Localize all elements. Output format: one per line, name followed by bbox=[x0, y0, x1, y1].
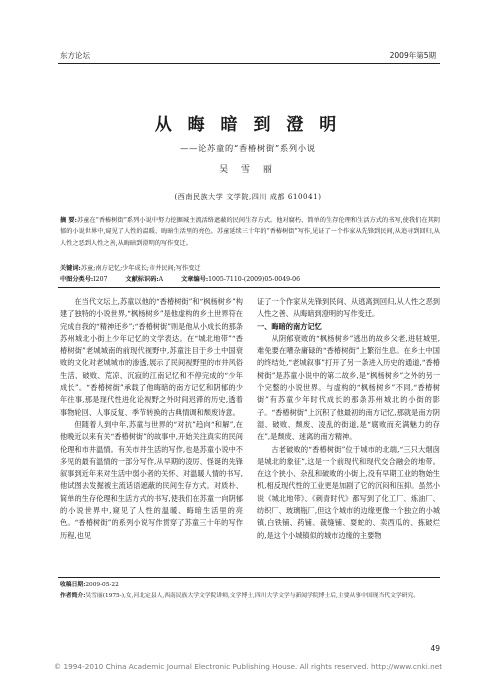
keywords bbox=[60, 263, 201, 272]
abstract-label: 摘 要: bbox=[60, 217, 77, 224]
author-name: 吴 雪 丽 bbox=[219, 165, 277, 175]
received-value: 2009-05-22 bbox=[85, 582, 119, 588]
clc-label: 中图分类号: bbox=[60, 276, 94, 283]
bio-text: 吴雪丽(1975-),女,河北定县人,西南民族大学文学院讲师,文学博士,四川大学文学与新闻学院博士后,主要从事中国现当代文学研究。 bbox=[85, 593, 420, 599]
article-subtitle: ——论苏童的“香椿树街”系列小说 bbox=[180, 143, 316, 153]
body-paragraph: 在当代文坛上,苏童以他的“香椿树街”和“枫杨树乡”构建了独特的小说世界,“枫杨树乡”是他虚构的乡土世界符在完成自我的“精神还乡”;“香椿树街”则是他从小成长的那条苏州城北小街上少年记忆的文学表达。在“城北地带”“香椿树街”老城城南的前现代视野中,苏童注目于乡土中国衰败的文化对老城城市的渗透,展示了民间视野里的市井风俗生活、破败、荒凉、沉寂的江南记忆和不停完成的“少年成长”。“香椿树街”承载了他晦暗的南方记忆和阴郁的少年往事,那是现代性进化论视野之外时间迟滞的历史,透着事物轮回、人事反复、季节转换的古典情调和颓废诗意。 bbox=[60, 297, 243, 417]
journal-name: 东方论坛 bbox=[60, 51, 90, 60]
body-paragraph: 但随着人到中年,苏童与世界的“对抗”趋向“和解”,在他晚近以来有关“香椿树街”的故事中,开始关注真实的民间伦理和市井温情。有关市井生活的写作,也是苏童小说中不多见的最有温情的一部分写作,从早期的凌厉、怪诞的先锋叙事到近年来对生活中弱小者的关怀、对温暖人情的书写,他试图去发掘被主流话语遮蔽的民间生存方式。对质朴、简单的生存伦理和生活方式的书写,使我们在苏童一向阴郁的小说世界中,窥见了人性的温暖、晦暗生活里的亮色。“香椿树街”的系列小说写作贯穿了苏童三十年的写作历程,也见 bbox=[60, 419, 243, 540]
abstract bbox=[60, 215, 440, 249]
clc-value: I207 bbox=[93, 276, 108, 283]
bio-label: 作者简介: bbox=[60, 593, 86, 599]
received-label: 收稿日期: bbox=[60, 582, 86, 588]
copyright-footer: © 1994-2010 China Academic Journal Electronic Publishing House. All rights reserved. http://www.cnki.net bbox=[53, 662, 443, 671]
page-number: 49 bbox=[430, 644, 440, 653]
abstract-text: 苏童在“香椿树街”系列小说中努力挖掘城主流活络遮蔽的民间生存方式。他对腐朽、简单的生存伦理和生活方式的书写,使我们在其阴郁的小说世界中,窥见了人性的温暖、晦暗生活里的亮色。苏童延续三十年的“香椿树街”写作,见证了一个作家从先锋到民间,从追寻到回归,从人性之恶到人性之善,从晦暗到澄明的写作变迁。 bbox=[60, 217, 440, 247]
author-bio bbox=[60, 591, 440, 601]
doc-code-label: 文献标识码: bbox=[125, 276, 159, 283]
article-id-label: 文章编号: bbox=[181, 276, 209, 283]
keywords-label: 关键词: bbox=[60, 265, 81, 272]
abstract-rule bbox=[58, 287, 440, 288]
header-rule bbox=[58, 63, 440, 64]
body-paragraph: 从阴郁衰败的“枫杨树乡”逃出的故乡父老,进驻城里,难免要在嘈杂庸碌的“香椿树街”上繁衍生息。在乡土中国的终结处,“老城叙事”打开了另一条进入历史的通道,“香椿树街”是苏童小说中的第二故乡,是“枫杨树乡”之外的另一个完整的小说世界。与虚构的“枫杨树乡”不同,“香椿树街”有苏童少年时代成长的那条苏州城北的小街的影子。“香椿树街”上沉积了他最初的南方记忆,那就是南方阴湿、破败、颓废、凌乱的街道,是“腐败而充满魅力的存在”,是颓废、迷离的南方精神。 bbox=[257, 333, 440, 442]
section-heading: 一、晦暗的南方记忆 bbox=[257, 321, 322, 331]
keywords-text: 苏童;南方记忆;少年成长;市井民间;写作变迁 bbox=[80, 265, 201, 272]
article-id-value: 1005-7110-(2009)05-0049-06 bbox=[208, 276, 301, 283]
article-title: 从 晦 暗 到 澄 明 bbox=[154, 115, 342, 135]
issue-label: 2009年第5期 bbox=[389, 51, 436, 60]
notes-rule bbox=[58, 577, 440, 578]
body-paragraph: 古老破败的“香椿树街”位于城市的北端,“三只大烟囱是城北的象征”,这是一个前现代和现代交合融会的地带。在这个狭小、杂乱和破败的小街上,没有早期工业的物始生机,相反现代性的工业更是加剧了它的沉闷和压抑。虽然小说《城北地带》、《刺青时代》都写到了化工厂、炼油厂、纺织厂、玻璃瓶厂,但这个城市的边缘更像一个独立的小城镇,白铁铺、药铺、裁缝铺、耍蛇的、卖西瓜的、拣破烂的,是这个小城镇似的城市边缘的主要物 bbox=[257, 444, 440, 540]
body-left-column bbox=[60, 296, 243, 542]
received-date bbox=[60, 580, 440, 590]
classification-line bbox=[60, 274, 440, 283]
doc-code-value: A bbox=[158, 276, 164, 283]
body-right-column bbox=[257, 296, 440, 542]
body-paragraph-continued: 证了一个作家从先锋到民间、从逃离到回归,从人性之恶到人性之善、从晦暗到澄明的写作变迁。 bbox=[257, 297, 440, 319]
author-affiliation: (西南民族大学 文学院,四川 成都 610041) bbox=[174, 193, 322, 201]
